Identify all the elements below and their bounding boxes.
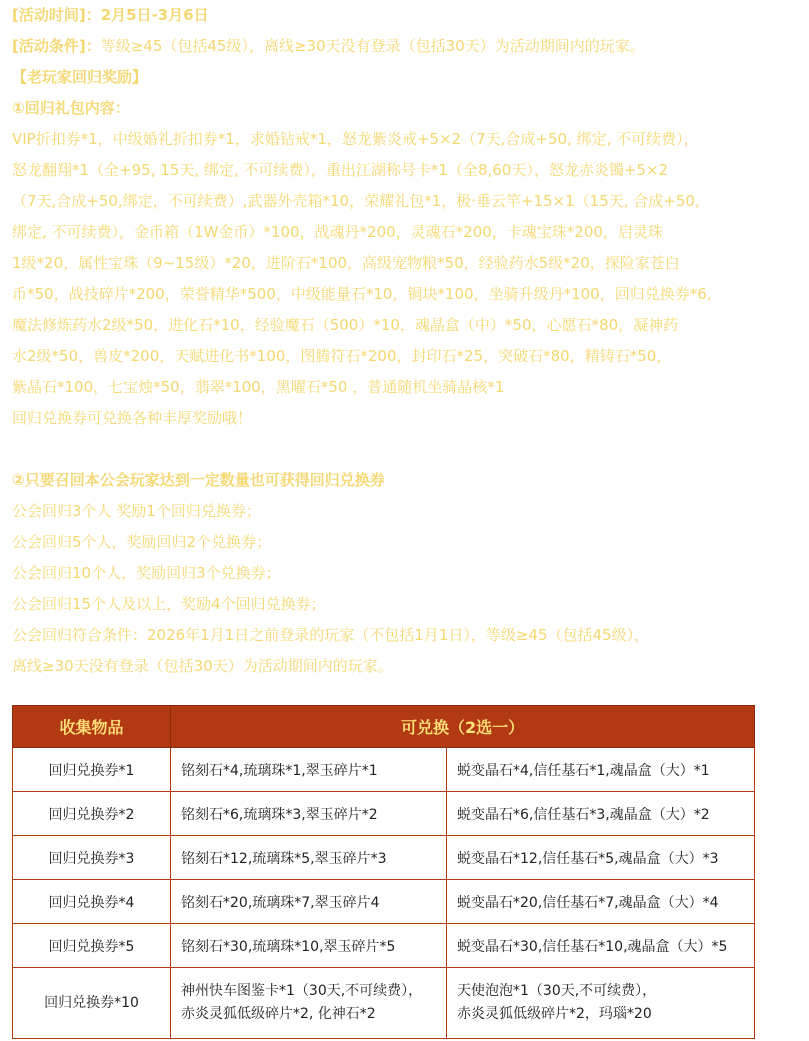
option-a: [171, 968, 447, 1039]
gift-line-9: 紫晶石*100，七宝烛*50，翡翠*100，黑曜石*50 ，普通随机坐骑晶核*1: [12, 378, 505, 396]
option-b: 蜕变晶石*6,信任基石*3,魂晶盒（大）*2: [447, 792, 755, 836]
option-a: 铭刻石*6,琉璃珠*3,翠玉碎片*2: [171, 792, 447, 836]
guild-condition-line-1: 公会回归符合条件：2026年1月1日之前登录的玩家（不包括1月1日），等级≥45（包括45级），: [12, 626, 650, 644]
option-a-line-1: 神州快车图鉴卡*1（30天,不可续费），: [181, 983, 423, 999]
table-header-row: [13, 706, 755, 748]
collect-item: 回归兑换券*1: [13, 748, 171, 792]
option-a: 铭刻石*20,琉璃珠*7,翠玉碎片4: [171, 880, 447, 924]
gift-line-1: VIP折扣券*1，中级婚礼折扣券*1，求婚钻戒*1，怒龙紫炎戒+5×2（7天,合成+50, 绑定, 不可续费），: [12, 130, 699, 148]
option-a-line-2: 赤炎灵狐低级碎片*2, 化神石*2: [181, 1006, 376, 1022]
header-collect-items: 收集物品: [13, 706, 171, 748]
gift-line-6: 币*50，战技碎片*200，荣誉精华*500，中级能量石*10，铜块*100，坐骑升级丹*100，回归兑换券*6,: [12, 285, 712, 303]
gift-line-2: 怒龙翻翔*1（全+95, 15天, 绑定, 不可续费），重出江湖称号卡*1（全8,60天），怒龙赤炎镯+5×2: [12, 161, 669, 179]
guild-condition-line-2: 离线≥30天没有登录（包括30天）为活动期间内的玩家。: [12, 657, 393, 675]
collect-item: 回归兑换券*5: [13, 924, 171, 968]
event-condition: [12, 31, 807, 62]
collect-item: 回归兑换券*4: [13, 880, 171, 924]
gift-line-5: 1级*20，属性宝珠（9~15级）*20，进阶石*100，高级宠物粮*50，经验药水5级*20，探险家苍白: [12, 254, 680, 272]
event-time: [活动时间]：2月5日-3月6日: [12, 6, 209, 24]
option-a: 铭刻石*12,琉璃珠*5,翠玉碎片*3: [171, 836, 447, 880]
guild-tier-1: 公会回归3个人 奖励1个回归兑换券；: [12, 502, 261, 520]
collect-item: 回归兑换券*2: [13, 792, 171, 836]
option-b-line-1: 天使泡泡*1（30天,不可续费），: [457, 983, 657, 999]
event-condition-label: [活动条件]：: [12, 37, 101, 55]
option-b-line-2: 赤炎灵狐低级碎片*2，玛瑙*20: [457, 1006, 652, 1022]
option-b: 蜕变晶石*12,信任基石*5,魂晶盒（大）*3: [447, 836, 755, 880]
guild-tier-4: 公会回归15个人及以上，奖励4个回归兑换券；: [12, 595, 326, 613]
gift-line-8: 水2级*50，兽皮*200，天赋进化书*100，图腾符石*200，封印石*25，突破石*80，精铸石*50，: [12, 347, 672, 365]
guild-tier-2: 公会回归5个人，奖励回归2个兑换券；: [12, 533, 272, 551]
option-b: 蜕变晶石*20,信任基石*7,魂晶盒（大）*4: [447, 880, 755, 924]
header-exchangeable: 可兑换（2选一）: [171, 706, 755, 748]
gift-line-7: 魔法修炼药水2级*50，进化石*10，经验魔石（500）*10，魂晶盒（中）*50，心愿石*80，凝神药: [12, 316, 679, 334]
event-condition-text: 等级≥45（包括45级），离线≥30天没有登录（包括30天）为活动期间内的玩家。: [100, 37, 645, 55]
table-row: [13, 748, 755, 792]
subsection-title-guild-recall: ②只要召回本公会玩家达到一定数量也可获得回归兑换券: [12, 471, 385, 489]
table-row: [13, 968, 755, 1039]
gift-line-4: 绑定, 不可续费），金币箱（1W金币）*100，战魂丹*200，灵魂石*200，卡魂宝珠*200，启灵珠: [12, 223, 663, 241]
guild-tier-3: 公会回归10个人，奖励回归3个兑换券；: [12, 564, 281, 582]
option-b: 蜕变晶石*4,信任基石*1,魂晶盒（大）*1: [447, 748, 755, 792]
event-description: [12, 0, 807, 682]
gift-note: 回归兑换券可兑换各种丰厚奖励哦！: [12, 409, 253, 427]
option-a: 铭刻石*30,琉璃珠*10,翠玉碎片*5: [171, 924, 447, 968]
subsection-title-gift-pack: ①回归礼包内容：: [12, 99, 130, 117]
option-b: 蜕变晶石*30,信任基石*10,魂晶盒（大）*5: [447, 924, 755, 968]
table-row: [13, 880, 755, 924]
table-row: [13, 836, 755, 880]
table-row: [13, 924, 755, 968]
option-a: 铭刻石*4,琉璃珠*1,翠玉碎片*1: [171, 748, 447, 792]
section-title-returning-rewards: 【老玩家回归奖励】: [12, 68, 148, 86]
spacer: [12, 434, 807, 465]
gift-line-3: （7天,合成+50,绑定，不可续费）,武器外壳箱*10，荣耀礼包*1，极·垂云竿+15×1（15天, 合成+50,: [12, 192, 700, 210]
collect-item: 回归兑换券*10: [13, 968, 171, 1039]
table-row: [13, 792, 755, 836]
exchange-table: [12, 705, 755, 1039]
option-b: [447, 968, 755, 1039]
collect-item: 回归兑换券*3: [13, 836, 171, 880]
